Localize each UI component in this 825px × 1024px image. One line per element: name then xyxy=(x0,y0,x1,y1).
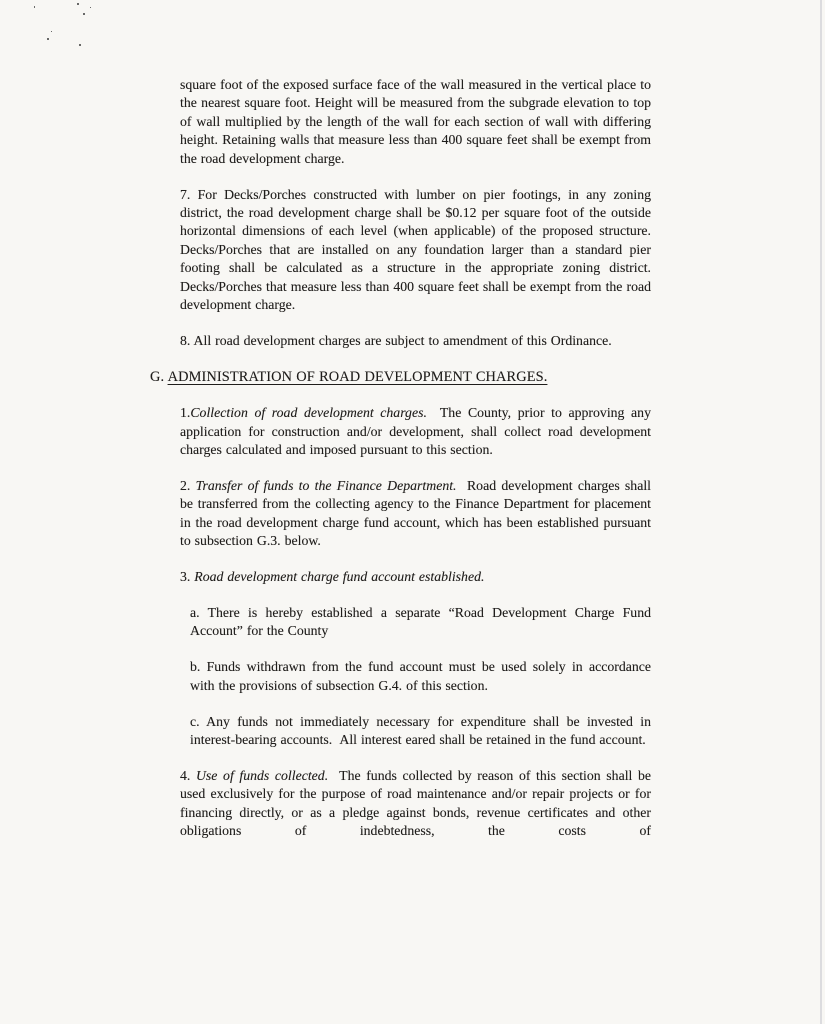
paragraph-text: 8. All road development charges are subject to amendment of this Ordinance. xyxy=(180,332,612,348)
scan-speck xyxy=(83,13,85,15)
italic-lead-in: Transfer of funds to the Finance Department. xyxy=(195,477,457,493)
paragraph-text: a. There is hereby established a separate “Road Development Charge Fund Account” for the County xyxy=(190,604,651,639)
paragraph-g2-transfer xyxy=(180,477,651,551)
paragraph-item-7-decks-porches xyxy=(180,186,651,315)
section-letter: G. xyxy=(150,368,168,385)
paragraph-text: Road development charges shall be transferred from the collecting agency to the Finance Department for placement in the road development charge fund account, which has been established pursuant to subsection G.3. below. xyxy=(180,477,651,549)
paragraph-g3b-withdrawals xyxy=(190,658,651,695)
paragraph-g1-collection xyxy=(180,404,651,459)
section-heading-title: ADMINISTRATION OF ROAD DEVELOPMENT CHARGES. xyxy=(167,368,548,385)
scan-speck xyxy=(34,6,35,8)
item-number: 1. xyxy=(180,405,191,421)
scan-speck xyxy=(90,7,91,8)
scan-speck xyxy=(77,3,79,5)
scan-speck xyxy=(79,44,81,46)
paragraph-g3c-investment xyxy=(190,713,651,750)
paragraph-text: The County, prior to approving any application for construction and/or development, shall collect road development charges calculated and imposed pursuant to this section. xyxy=(180,405,651,457)
item-number: 2. xyxy=(180,477,196,493)
paragraph-text: The funds collected by reason of this section shall be used exclusively for the purpose of road maintenance and/or repair projects or for financing directly, or as a pledge against bonds, revenue certificates and other obligations of indebtedness, the costs of xyxy=(180,767,651,839)
paragraph-text: square foot of the exposed surface face of the wall measured in the vertical place to the nearest square foot. Height will be measured from the subgrade elevation to top of wall multiplied by the length of the wall for each section of wall with differing height. Retaining walls that measure less than 400 square feet shall be exempt from the road development charge. xyxy=(180,77,651,166)
paragraph-item-8-amendment xyxy=(180,332,651,350)
italic-lead-in: Collection of road development charges. xyxy=(190,405,427,421)
paragraph-text: b. Funds withdrawn from the fund account must be used solely in accordance with the provisions of subsection G.4. of this section. xyxy=(190,659,651,693)
document-text-block xyxy=(150,76,651,858)
scan-speck xyxy=(47,38,49,40)
paragraph-g3-fund-account xyxy=(180,568,651,586)
section-g-heading xyxy=(150,368,651,386)
paragraph-text: 7. For Decks/Porches constructed with lumber on pier footings, in any zoning district, the road development charge shall be $0.12 per square foot of the outside horizontal dimensions of each level (when applicable) of the proposed structure. Decks/Porches that are installed on any foundation larger than a standard pier footing shall be calculated as a structure in the appropriate zoning district. Decks/Porches that measure less than 400 square feet shall be exempt from the road development charge. xyxy=(180,186,651,312)
italic-lead-in: Road development charge fund account established. xyxy=(194,569,485,585)
item-number: 3. xyxy=(180,569,195,585)
paragraph-g3a-established xyxy=(190,604,651,641)
scan-speck xyxy=(51,31,52,32)
scanner-edge-line xyxy=(820,0,822,1024)
item-number: 4. xyxy=(180,767,196,783)
paragraph-retaining-wall-continuation xyxy=(180,76,651,168)
paragraph-text: c. Any funds not immediately necessary for expenditure shall be invested in interest-bearing accounts. All interest eared shall be retained in the fund account. xyxy=(190,713,651,747)
paragraph-g4-use-of-funds xyxy=(180,767,651,841)
italic-lead-in: Use of funds collected. xyxy=(195,767,329,783)
